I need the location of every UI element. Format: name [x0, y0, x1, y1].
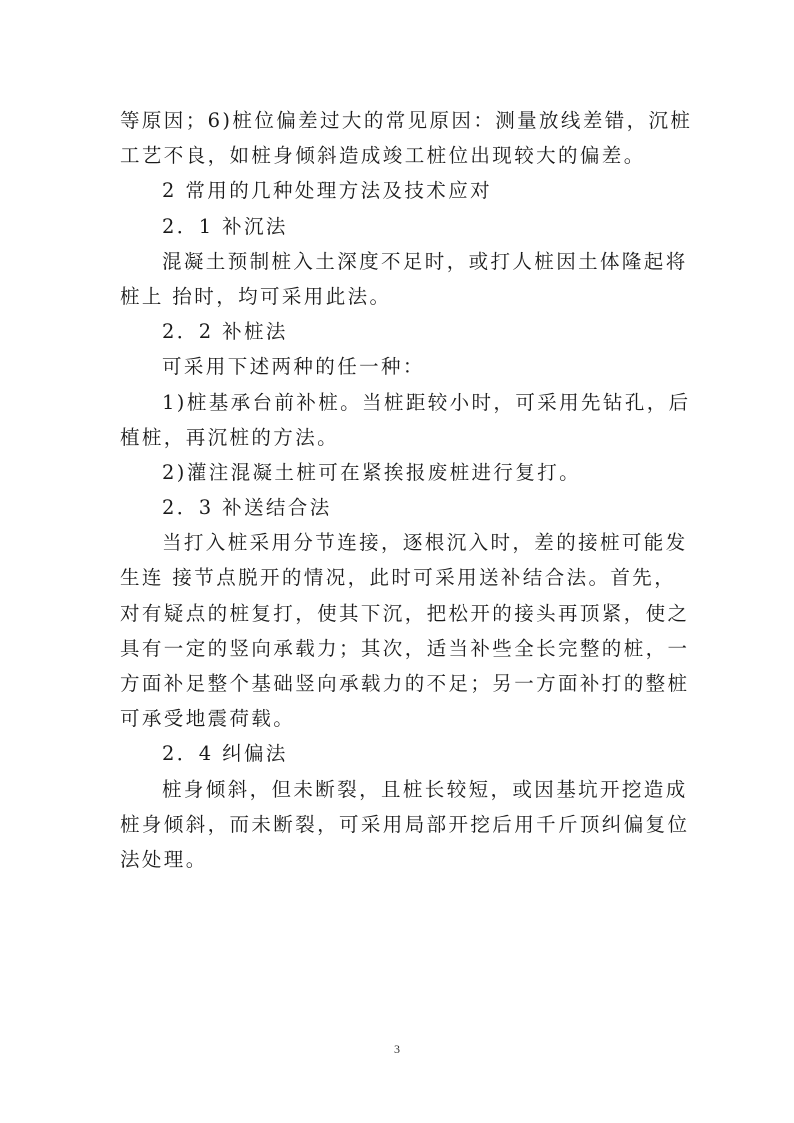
text-line: 对有疑点的桩复打，使其下沉，把松开的接头再顶紧，使之: [120, 601, 690, 625]
text-line: 具有一定的竖向承载力；其次，适当补些全长完整的桩，一: [120, 636, 690, 660]
list-item: 2)灌注混凝土桩可在紧挨报废桩进行复打。: [162, 460, 582, 484]
paragraph-start: 桩身倾斜，但未断裂，且桩长较短，或因基坑开挖造成: [162, 777, 688, 801]
list-item: 1)桩基承台前补桩。当桩距较小时，可采用先钻孔，后: [162, 390, 691, 414]
body-text: [120, 103, 693, 877]
text-line: 桩身倾斜，而未断裂，可采用局部开挖后用千斤顶纠偏复位: [120, 812, 690, 836]
text-line: 生连 接节点脱开的情况，此时可采用送补结合法。首先，: [120, 566, 677, 590]
text-line: 法处理。: [120, 847, 208, 871]
paragraph-start: 混凝土预制桩入土深度不足时，或打人桩因土体隆起将: [162, 249, 688, 273]
text-line: 等原因；6)桩位偏差过大的常见原因：测量放线差错，沉桩: [120, 109, 693, 132]
paragraph-start: 当打入桩采用分节连接，逐根沉入时，差的接桩可能发: [162, 531, 688, 555]
text-line: 桩上 抬时，均可采用此法。: [120, 284, 392, 308]
page-number: 3: [394, 1042, 400, 1056]
text-line: 可承受地震荷载。: [120, 707, 296, 731]
text-line: 方面补足整个基础竖向承载力的不足；另一方面补打的整桩: [120, 672, 690, 695]
subsection-heading: 2．4 纠偏法: [162, 742, 288, 766]
text-line: 植桩，再沉桩的方法。: [120, 425, 340, 449]
subsection-heading: 2．2 补桩法: [162, 320, 288, 344]
text-line: 工艺不良，如桩身倾斜造成竣工桩位出现较大的偏差。: [120, 144, 646, 168]
subsection-heading: 2．3 补送结合法: [162, 496, 332, 520]
paragraph-start: 可采用下述两种的任一种：: [162, 355, 425, 379]
section-heading: 2 常用的几种处理方法及技术应对: [162, 179, 493, 203]
subsection-heading: 2．1 补沉法: [162, 214, 288, 238]
